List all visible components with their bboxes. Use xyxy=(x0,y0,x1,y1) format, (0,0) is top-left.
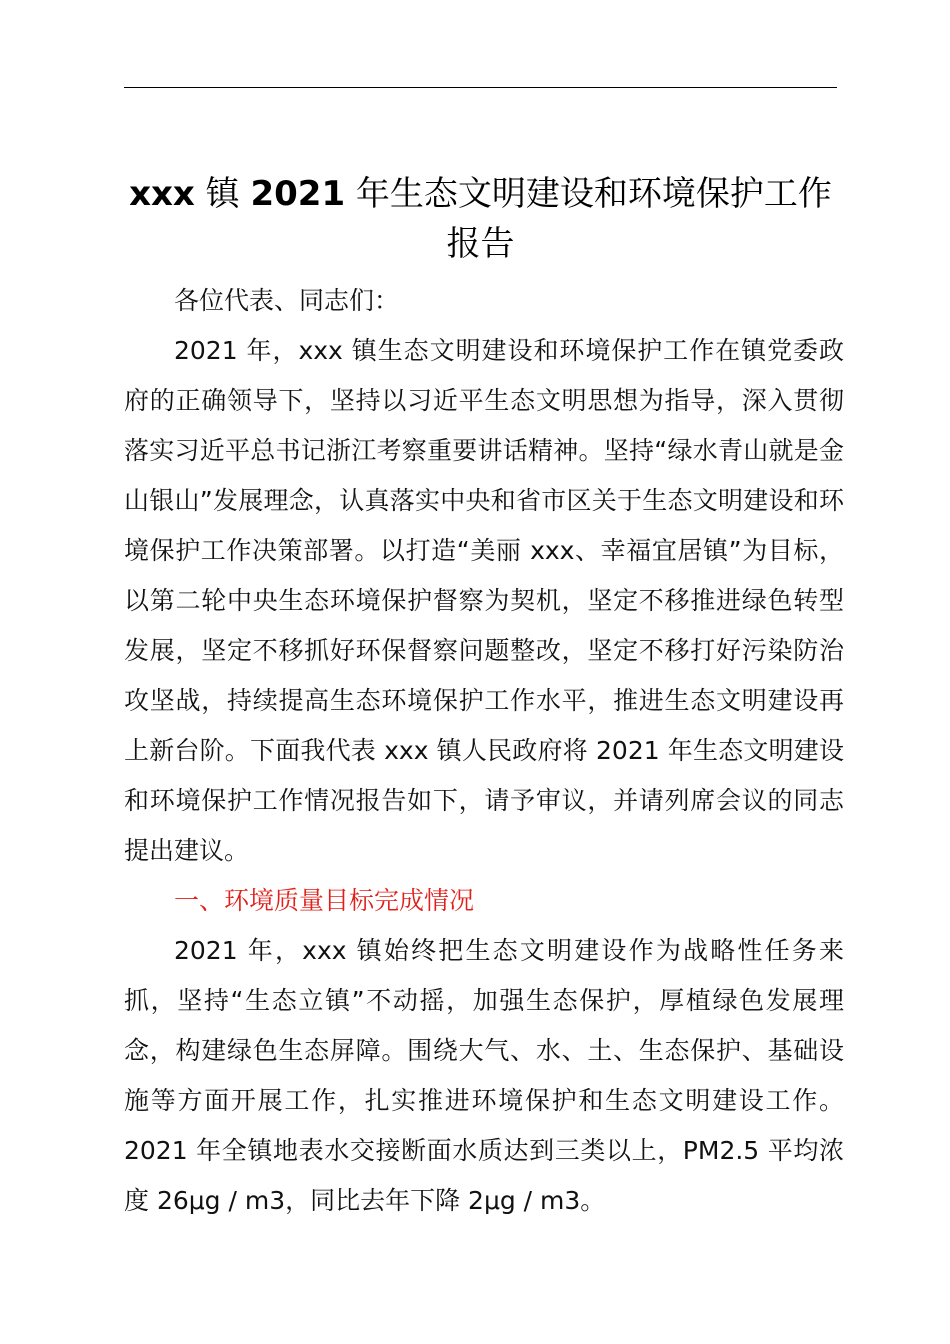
header-rule xyxy=(124,87,837,88)
salutation: 各位代表、同志们： xyxy=(174,286,400,315)
title-rest: 年生态文明建设和环境保护工作 xyxy=(345,173,832,214)
section-heading: 一、环境质量目标完成情况 xyxy=(174,886,475,915)
title-town: 镇 xyxy=(194,173,251,214)
title-year: 2021 xyxy=(250,173,346,214)
document-body xyxy=(124,276,844,1226)
intro-paragraph: 2021 年，xxx 镇生态文明建设和环境保护工作在镇党委政府的正确领导下，坚持以习近平生态文明思想为指导，深入贯彻落实习近平总书记浙江考察重要讲话精神。坚持“绿水青山就是金山银山”发展理念，认真落实中央和省市区关于生态文明建设和环境保护工作决策部署。以打造“美丽 xxx、幸福宜居镇”为目标，以第二轮中央生态环境保护督察为契机，坚定不移推进绿色转型发展，坚定不移抓好环保督察问题整改，坚定不移打好污染防治攻坚战，持续提高生态环境保护工作水平，推进生态文明建设再上新台阶。下面我代表 xxx 镇人民政府将 2021 年生态文明建设和环境保护工作情况报告如下，请予审议，并请列席会议的同志提出建议。 xyxy=(124,336,844,865)
title-prefix: xxx xyxy=(129,173,195,214)
section-paragraph: 2021 年，xxx 镇始终把生态文明建设作为战略性任务来抓，坚持“生态立镇”不动摇，加强生态保护，厚植绿色发展理念，构建绿色生态屏障。围绕大气、水、土、生态保护、基础设施等方面开展工作，扎实推进环境保护和生态文明建设工作。2021 年全镇地表水交接断面水质达到三类以上，PM2.5 平均浓度 26μg / m3，同比去年下降 2μg / m3。 xyxy=(124,936,844,1215)
title-line-2: 报告 xyxy=(446,223,515,264)
document-title xyxy=(110,169,851,269)
